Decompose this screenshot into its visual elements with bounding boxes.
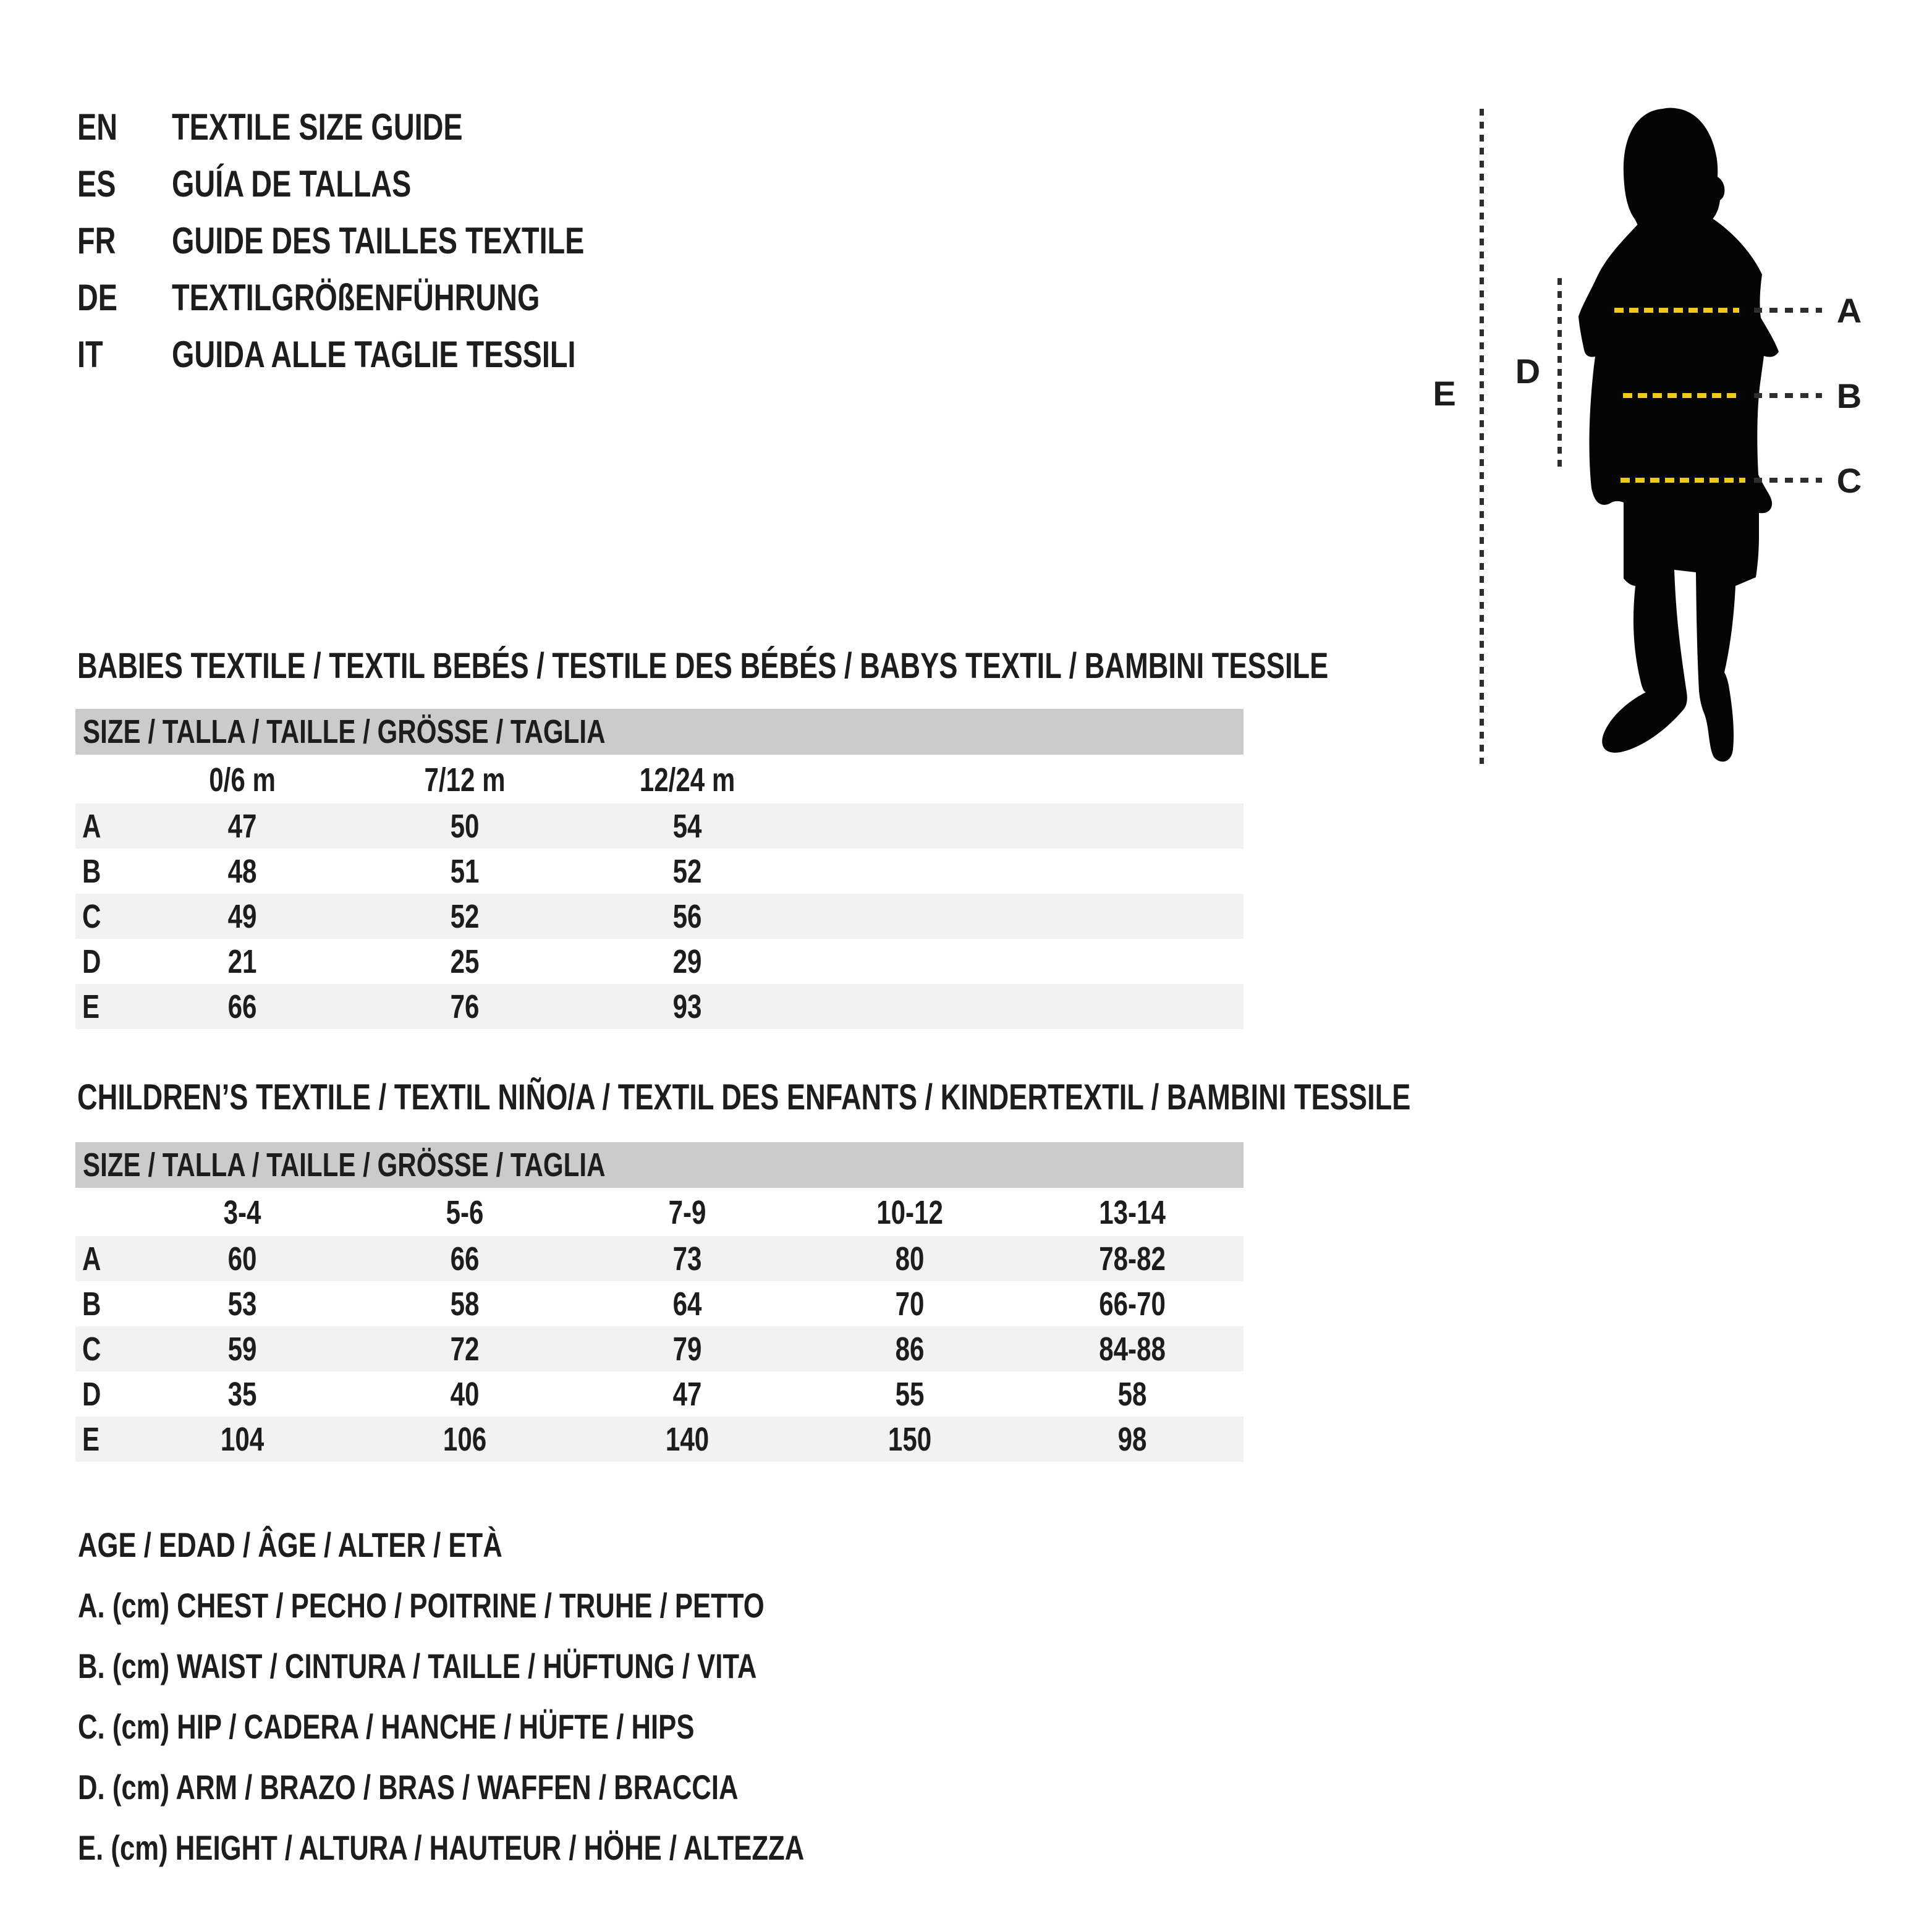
babies-col-header: 0/6 m	[209, 761, 276, 799]
babies-column-header-row	[75, 758, 1244, 802]
cell-value: 86	[895, 1330, 925, 1368]
language-title: GUÍA DE TALLAS	[172, 163, 412, 205]
cell-value: 60	[227, 1240, 257, 1277]
cell-value: 76	[450, 988, 480, 1025]
language-title: TEXTILGRÖßENFÜHRUNG	[172, 277, 540, 318]
language-title: GUIDE DES TAILLES TEXTILE	[172, 220, 585, 261]
cell-value: 51	[450, 852, 480, 890]
cell-value: 58	[1117, 1375, 1147, 1413]
children-col-header: 7-9	[668, 1194, 706, 1231]
table-row	[75, 1417, 1244, 1462]
babies-col-header: 12/24 m	[639, 761, 735, 799]
babies-col-header: 7/12 m	[424, 761, 506, 799]
table-row	[75, 984, 1244, 1029]
legend-line-age: AGE / EDAD / ÂGE / ALTER / ETÀ	[78, 1525, 502, 1564]
cell-value: 59	[227, 1330, 257, 1368]
language-code: DE	[77, 277, 118, 318]
arm-d-dashed-line	[1557, 278, 1562, 468]
children-col-header: 3-4	[223, 1194, 261, 1231]
cell-value: 29	[672, 943, 702, 980]
children-section-title: CHILDREN’S TEXTILE / TEXTIL NIÑO/A / TEXTIL DES ENFANTS / KINDERTEXTIL / BAMBINI TESSILE	[77, 1077, 1411, 1117]
table-row	[75, 1326, 1244, 1371]
row-label: C	[82, 1330, 101, 1368]
cell-value: 93	[672, 988, 702, 1025]
language-row-de	[77, 276, 643, 320]
row-label: B	[82, 852, 101, 890]
measure-label-a: A	[1836, 291, 1862, 330]
language-row-fr	[77, 219, 701, 263]
table-row	[75, 803, 1244, 849]
cell-value: 35	[227, 1375, 257, 1413]
chest-a-dark-dashed-line	[1754, 308, 1822, 313]
children-col-header: 10-12	[876, 1194, 943, 1231]
table-row	[75, 1371, 1244, 1417]
table-row	[75, 894, 1244, 939]
babies-section-title: BABIES TEXTILE / TEXTIL BEBÉS / TESTILE DES BÉBÉS / BABYS TEXTIL / BAMBINI TESSILE	[77, 646, 1329, 686]
row-label: A	[82, 1240, 101, 1277]
cell-value: 66-70	[1099, 1285, 1166, 1323]
babies-size-header-bar: SIZE / TALLA / TAILLE / GRÖSSE / TAGLIA	[75, 709, 1244, 755]
cell-value: 72	[450, 1330, 480, 1368]
row-label: E	[82, 1420, 100, 1458]
row-label: D	[82, 943, 101, 980]
table-row	[75, 939, 1244, 984]
language-code: EN	[77, 106, 118, 148]
legend-line-hip: C. (cm) HIP / CADERA / HANCHE / HÜFTE / HIPS	[78, 1707, 695, 1746]
children-size-header-bar: SIZE / TALLA / TAILLE / GRÖSSE / TAGLIA	[75, 1142, 1244, 1188]
cell-value: 104	[220, 1420, 265, 1458]
cell-value: 55	[895, 1375, 925, 1413]
cell-value: 47	[227, 807, 257, 845]
hip-c-yellow-dashed-line	[1621, 478, 1745, 483]
measure-label-b: B	[1836, 376, 1862, 415]
cell-value: 80	[895, 1240, 925, 1277]
language-row-it	[77, 333, 690, 377]
cell-value: 50	[450, 807, 480, 845]
cell-value: 78-82	[1099, 1240, 1166, 1277]
cell-value: 106	[443, 1420, 487, 1458]
children-col-header: 5-6	[446, 1194, 484, 1231]
row-label: D	[82, 1375, 101, 1413]
cell-value: 140	[665, 1420, 710, 1458]
waist-b-dark-dashed-line	[1754, 393, 1822, 398]
cell-value: 52	[672, 852, 702, 890]
cell-value: 150	[888, 1420, 932, 1458]
children-column-header-row	[75, 1190, 1244, 1235]
language-code: FR	[77, 220, 116, 261]
table-row	[75, 1281, 1244, 1326]
table-row	[75, 1236, 1244, 1281]
measure-label-e: E	[1433, 374, 1456, 413]
cell-value: 84-88	[1099, 1330, 1166, 1368]
cell-value: 73	[672, 1240, 702, 1277]
cell-value: 52	[450, 897, 480, 935]
cell-value: 56	[672, 897, 702, 935]
table-row	[75, 849, 1244, 894]
cell-value: 98	[1117, 1420, 1147, 1458]
cell-value: 40	[450, 1375, 480, 1413]
measure-label-c: C	[1836, 461, 1862, 500]
language-title: TEXTILE SIZE GUIDE	[172, 106, 463, 148]
language-code: IT	[77, 334, 103, 375]
cell-value: 58	[450, 1285, 480, 1323]
cell-value: 53	[227, 1285, 257, 1323]
cell-value: 49	[227, 897, 257, 935]
row-label: A	[82, 807, 101, 845]
cell-value: 25	[450, 943, 480, 980]
waist-b-yellow-dashed-line	[1623, 393, 1737, 398]
hip-c-dark-dashed-line	[1754, 478, 1822, 483]
cell-value: 48	[227, 852, 257, 890]
cell-value: 66	[450, 1240, 480, 1277]
row-label: C	[82, 897, 101, 935]
row-label: B	[82, 1285, 101, 1323]
legend-line-height: E. (cm) HEIGHT / ALTURA / HAUTEUR / HÖHE / ALTEZZA	[78, 1828, 805, 1867]
language-code: ES	[77, 163, 116, 205]
legend-line-chest: A. (cm) CHEST / PECHO / POITRINE / TRUHE / PETTO	[78, 1586, 765, 1625]
cell-value: 54	[672, 807, 702, 845]
chest-a-yellow-dashed-line	[1614, 308, 1739, 313]
legend-line-waist: B. (cm) WAIST / CINTURA / TAILLE / HÜFTUNG / VITA	[78, 1646, 757, 1685]
language-title: GUIDA ALLE TAGLIE TESSILI	[172, 334, 576, 375]
language-row-en	[77, 105, 544, 150]
children-col-header: 13-14	[1099, 1194, 1166, 1231]
cell-value: 70	[895, 1285, 925, 1323]
cell-value: 47	[672, 1375, 702, 1413]
legend-line-arm: D. (cm) ARM / BRAZO / BRAS / WAFFEN / BRACCIA	[78, 1768, 739, 1807]
cell-value: 79	[672, 1330, 702, 1368]
language-row-es	[77, 162, 479, 206]
measure-label-d: D	[1515, 352, 1541, 391]
cell-value: 64	[672, 1285, 702, 1323]
row-label: E	[82, 988, 100, 1025]
cell-value: 66	[227, 988, 257, 1025]
cell-value: 21	[227, 943, 257, 980]
